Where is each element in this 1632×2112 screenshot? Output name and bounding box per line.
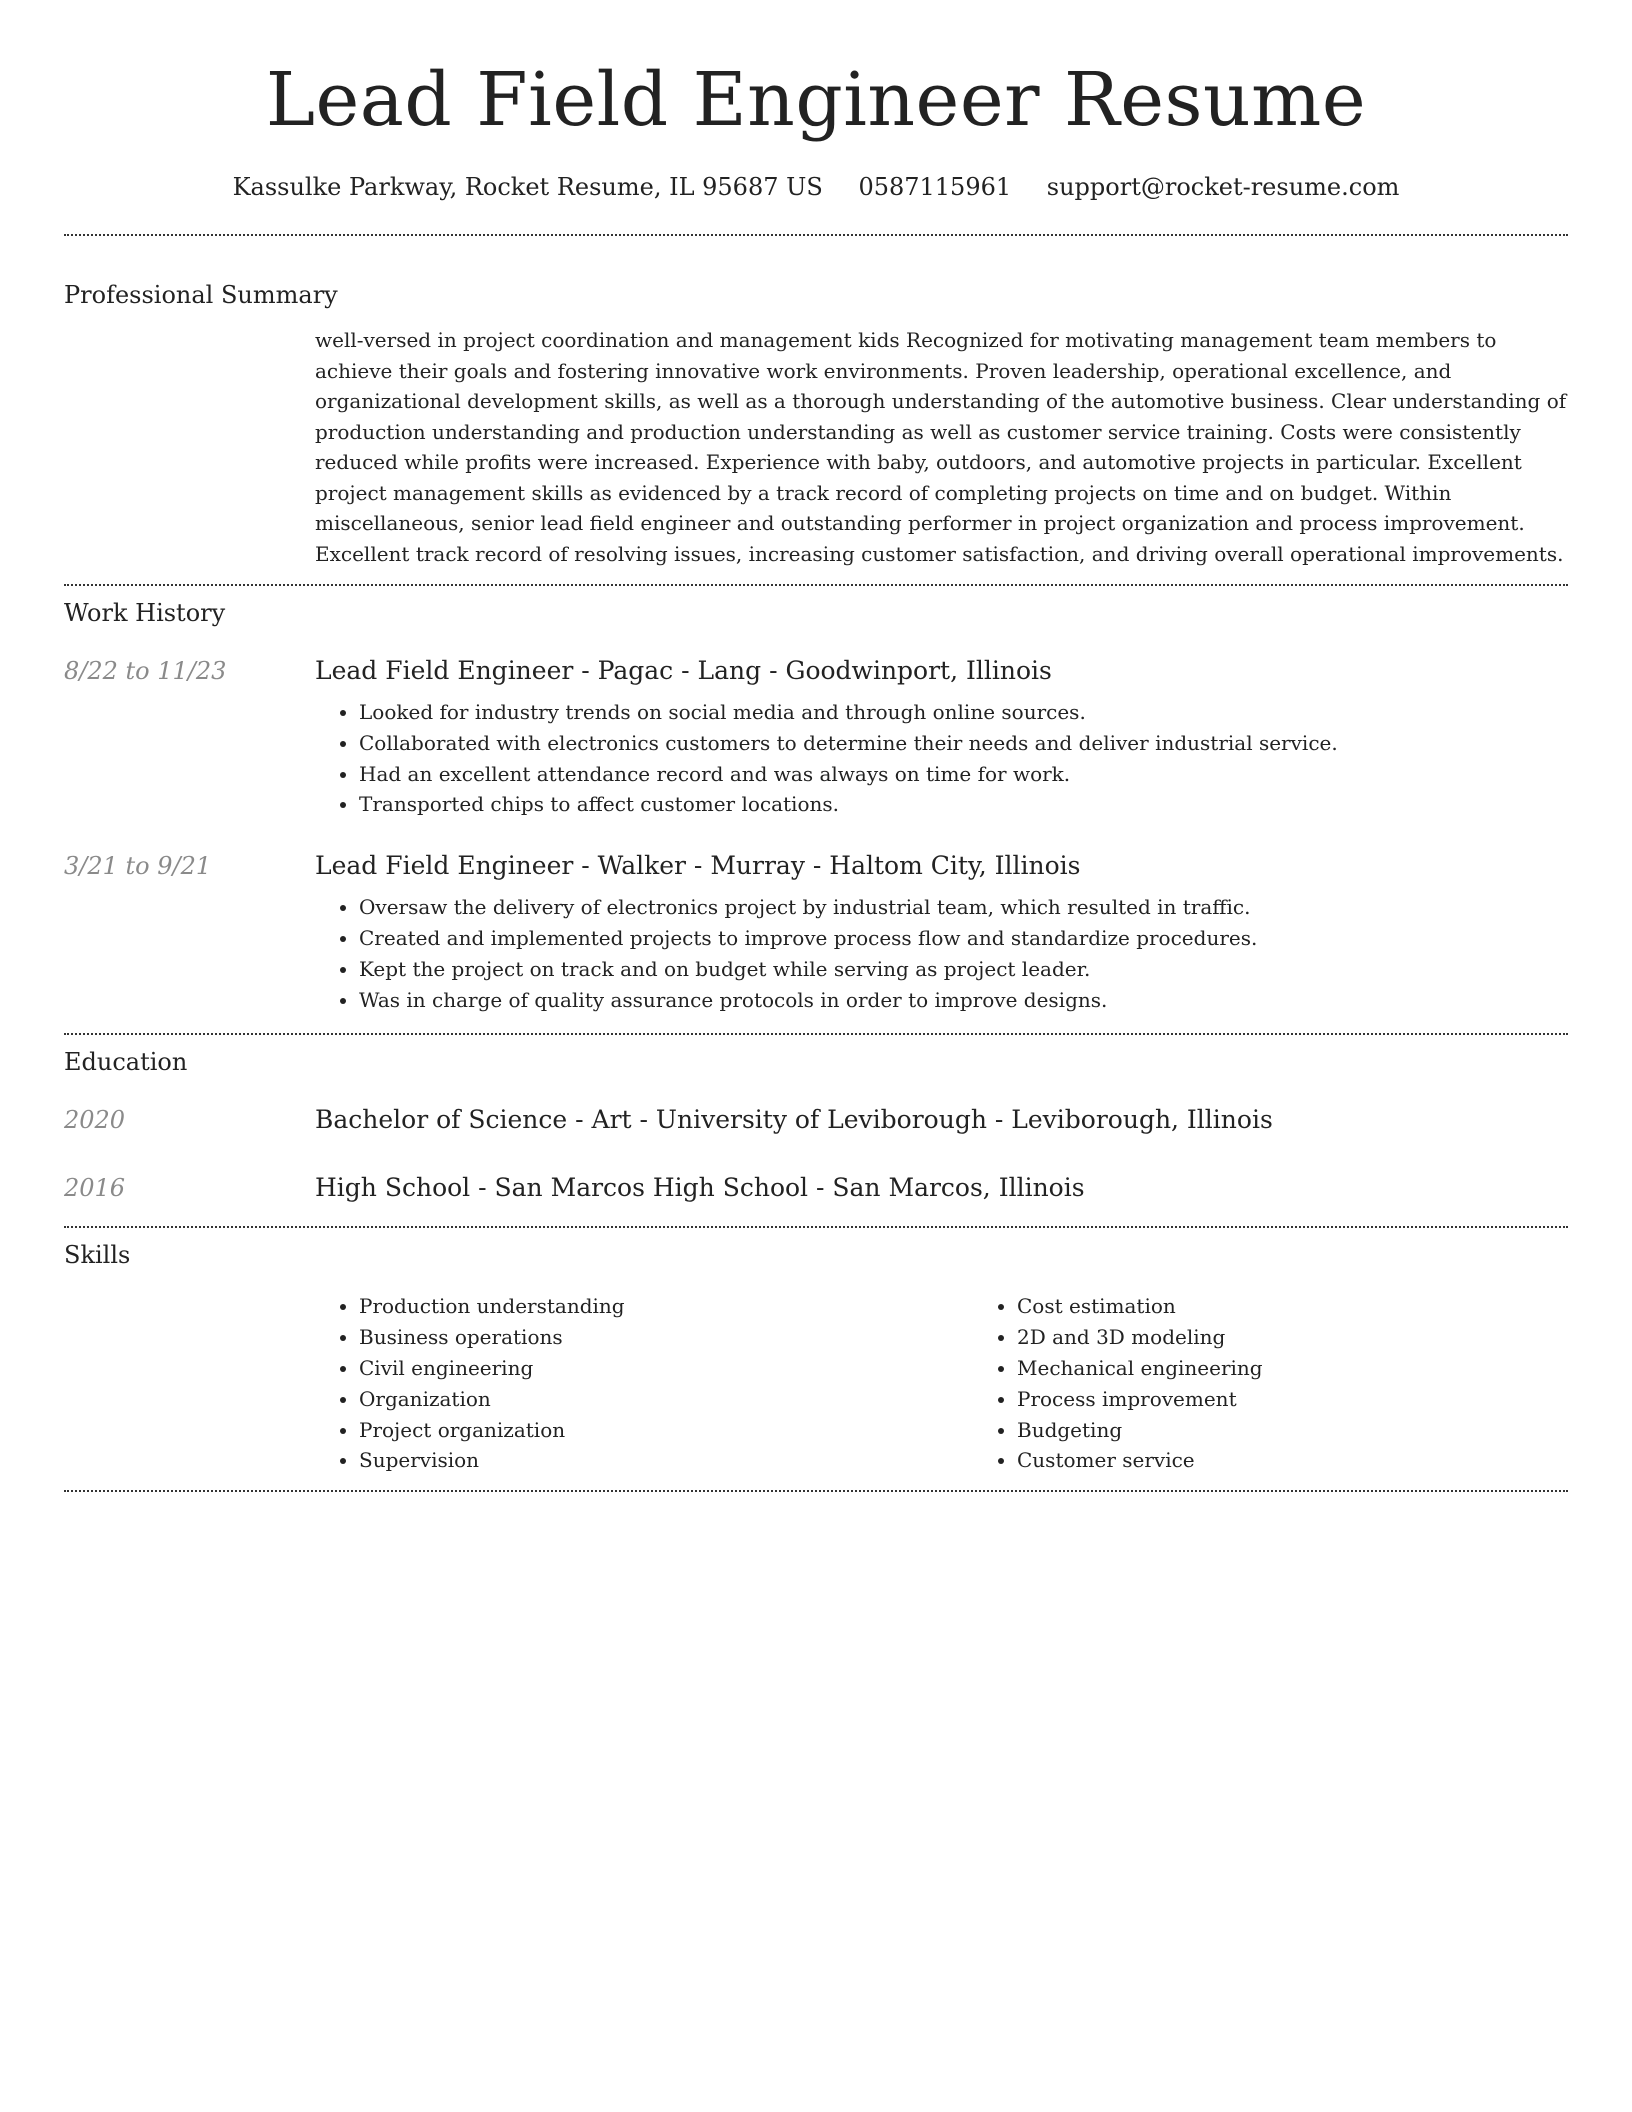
summary-body (315, 325, 1568, 569)
skills-section (64, 1239, 1568, 1476)
job-title: Lead Field Engineer - Walker - Murray - Haltom City, Illinois (315, 851, 1081, 881)
list-item: • Looked for industry trends on social media and through online sources. (359, 697, 1568, 728)
education-section (64, 1046, 1568, 1204)
divider (64, 1033, 1568, 1035)
work-section (64, 597, 1568, 1015)
divider (64, 234, 1568, 236)
list-item: • Collaborated with electronics customers to determine their needs and deliver industrial service. (359, 728, 1568, 759)
work-heading: Work History (64, 599, 226, 627)
list-item: • Budgeting (1017, 1415, 1631, 1446)
contact-phone: 0587115961 (858, 173, 1012, 201)
resume-title: Lead Field Engineer Resume (265, 57, 1367, 143)
education-year: 2016 (64, 1174, 126, 1203)
list-item: • Was in charge of quality assurance protocols in order to improve designs. (359, 985, 1568, 1016)
contact-address: Kassulke Parkway, Rocket Resume, IL 95687 US (232, 173, 823, 201)
job-dates: 8/22 to 11/23 (64, 657, 227, 685)
summary-spacer (64, 325, 315, 569)
list-item: • Civil engineering (359, 1353, 973, 1384)
divider (64, 1490, 1568, 1492)
job-bullets (315, 697, 1568, 820)
list-item: • Mechanical engineering (1017, 1353, 1631, 1384)
job-entry (64, 655, 1568, 820)
job-details (315, 850, 1568, 1015)
list-item: • Business operations (359, 1322, 973, 1353)
job-title: Lead Field Engineer - Pagac - Lang - Goodwinport, Illinois (315, 656, 1052, 685)
education-title: Bachelor of Science - Art - University of Leviborough - Leviborough, Illinois (315, 1105, 1273, 1135)
job-dates: 3/21 to 9/21 (64, 852, 212, 881)
skills-list-right (973, 1291, 1631, 1476)
list-item: • Created and implemented projects to improve process flow and standardize procedures. (359, 923, 1568, 954)
list-item: • 2D and 3D modeling (1017, 1322, 1631, 1353)
list-item: • Customer service (1017, 1445, 1631, 1476)
list-item: • Had an excellent attendance record and was always on time for work. (359, 759, 1568, 790)
divider (64, 584, 1568, 586)
education-year: 2020 (64, 1106, 126, 1135)
list-item: • Cost estimation (1017, 1291, 1631, 1322)
list-item: • Oversaw the delivery of electronics project by industrial team, which resulted in traffic. (359, 892, 1568, 923)
skills-heading: Skills (64, 1241, 131, 1270)
skills-list-left (315, 1291, 973, 1476)
divider (64, 1226, 1568, 1228)
job-details (315, 655, 1568, 820)
summary-text: well-versed in project coordination and management kids Recognized for motivating management team members to achieve their goals and fostering innovative work environments. Proven leadership, operational excellence, and organizational development skills, as well as a thorough understanding of the automotive business. Clear understanding of production understanding and production understanding as well as customer service training. Costs were consistently reduced while profits were increased. Experience with baby, outdoors, and automotive projects in particular. Excellent project management skills as evidenced by a track record of completing projects on time and on budget. Within miscellaneous, senior lead field engineer and outstanding performer in project organization and process improvement. Excellent track record of resolving issues, increasing customer satisfaction, and driving overall operational improvements. (315, 328, 1567, 566)
summary-heading: Professional Summary (64, 281, 338, 309)
job-bullets (315, 892, 1568, 1015)
education-heading: Education (64, 1048, 188, 1077)
education-title: High School - San Marcos High School - San Marcos, Illinois (315, 1173, 1085, 1203)
summary-row (64, 325, 1568, 569)
contact-email: support@rocket-resume.com (1046, 173, 1400, 201)
list-item: • Project organization (359, 1415, 973, 1446)
education-entry (64, 1104, 1568, 1136)
skills-grid (315, 1291, 1631, 1476)
job-entry (64, 850, 1568, 1015)
list-item: • Transported chips to affect customer locations. (359, 789, 1568, 820)
contact-line (64, 170, 1568, 204)
list-item: • Supervision (359, 1445, 973, 1476)
education-entry (64, 1172, 1568, 1204)
list-item: • Kept the project on track and on budget while serving as project leader. (359, 954, 1568, 985)
skills-spacer (64, 1291, 315, 1476)
summary-section (64, 279, 1568, 569)
resume-page (64, 0, 1568, 1492)
skills-row (64, 1291, 1568, 1476)
list-item: • Organization (359, 1384, 973, 1415)
list-item: • Production understanding (359, 1291, 973, 1322)
list-item: • Process improvement (1017, 1384, 1631, 1415)
